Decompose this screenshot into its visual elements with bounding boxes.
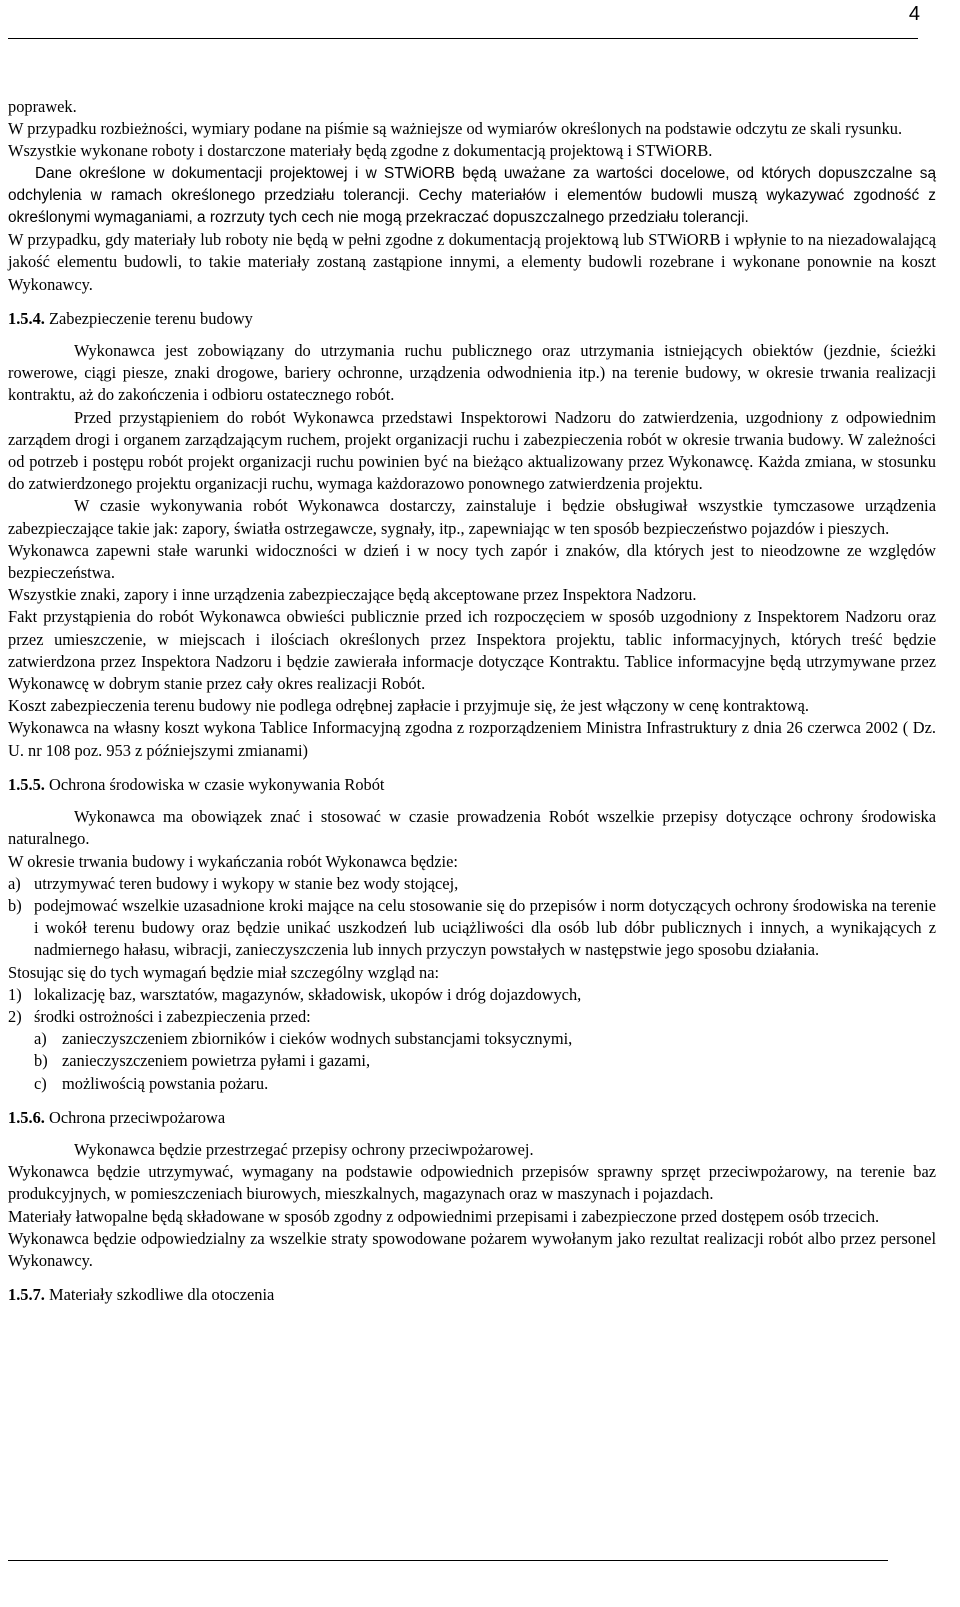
section-number: 1.5.4. [8, 308, 45, 328]
paragraph: W przypadku, gdy materiały lub roboty nie będą w pełni zgodne z dokumentacją projektową lub STWiORB i wpłynie to na niezadowalającą jakość elementu budowli, to takie materiały zostaną zastąpione innymi, a elementy budowli rozebrane i wykonane ponownie na koszt Wykonawcy. [8, 230, 936, 294]
paragraph: Wszystkie wykonane roboty i dostarczone materiały będą zgodne z dokumentacją projektową i STWiORB. [8, 141, 713, 161]
paragraph: Wykonawca ma obowiązek znać i stosować w czasie prowadzenia Robót wszelkie przepisy dotyczące ochrony środowiska naturalnego. [8, 807, 936, 849]
section-title: Zabezpieczenie terenu budowy [49, 308, 253, 328]
section-heading-154 [8, 308, 936, 330]
page-number: 4 [908, 3, 920, 25]
section-number: 1.5.5. [8, 774, 45, 794]
list-marker: a) [8, 873, 21, 893]
paragraph: W czasie wykonywania robót Wykonawca dostarczy, zainstaluje i będzie obsługiwał wszystkie tymczasowe urządzenia zabezpieczające takie jak: zapory, światła ostrzegawcze, sygnały, itp., zapewniając w ten sposób bezpieczeństwo pojazdów i pieszych. [8, 496, 936, 538]
section-heading-155 [8, 774, 936, 796]
list-item-text: lokalizację baz, warsztatów, magazynów, składowisk, ukopów i dróg dojazdowych, [34, 984, 582, 1004]
list-marker: b) [34, 1051, 48, 1071]
sublist-item [8, 1050, 936, 1072]
section-number: 1.5.7. [8, 1285, 45, 1305]
paragraph: Materiały łatwopalne będą składowane w sposób zgodny z odpowiednimi przepisami i zabezpieczone przed dostępem osób trzecich. [8, 1206, 880, 1226]
paragraph: Stosując się do tych wymagań będzie miał szczególny wzgląd na: [8, 962, 440, 982]
sublist-item [8, 1028, 936, 1050]
paragraph: Wykonawca na własny koszt wykona Tablice Informacyjną zgodna z rozporządzeniem Ministra Infrastruktury z dnia 26 czerwca 2002 ( Dz. U. nr 108 poz. 953 z późniejszymi zmianami) [8, 718, 936, 760]
paragraph: W okresie trwania budowy i wykańczania robót Wykonawca będzie: [8, 851, 458, 871]
section-title: Ochrona przeciwpożarowa [49, 1107, 226, 1127]
section-heading-157 [8, 1284, 936, 1306]
paragraph: Wykonawca będzie utrzymywać, wymagany na podstawie odpowiednich przepisów sprawny sprzęt przeciwpożarowy, na terenie baz produkcyjnych, w pomieszczeniach biurowych, mieszkalnych, magazynach oraz w maszynach i pojazdach. [8, 1162, 936, 1204]
list-item-text: zanieczyszczeniem powietrza pyłami i gazami, [62, 1051, 371, 1071]
paragraph: poprawek. [8, 97, 77, 116]
list-item [8, 895, 936, 962]
list-item-text: podejmować wszelkie uzasadnione kroki mające na celu stosowanie się do przepisów i norm dotyczących ochrony środowiska na terenie i wokół terenu budowy oraz będzie unikać uszkodzeń lub uciążliwości dla osób lub dóbr publicznych i innych, a wynikających z nadmiernego hałasu, wibracji, zanieczyszczenia lub innych przyczyn powstałych w następstwie jego sposobu działania. [34, 895, 936, 960]
list [8, 873, 936, 962]
document-body [8, 96, 936, 1316]
list-marker: c) [34, 1073, 47, 1093]
list-item-text: utrzymywać teren budowy i wykopy w stanie bez wody stojącej, [34, 873, 459, 893]
paragraph: Wykonawca będzie przestrzegać przepisy ochrony przeciwpożarowej. [74, 1139, 534, 1159]
list-item-text: środki ostrożności i zabezpieczenia przed: [34, 1006, 311, 1026]
paragraph: Koszt zabezpieczenia terenu budowy nie podlega odrębnej zapłacie i przyjmuje się, że jest włączony w cenę kontraktową. [8, 696, 809, 716]
section-title: Materiały szkodliwe dla otoczenia [49, 1285, 275, 1305]
paragraph: Wszystkie znaki, zapory i inne urządzenia zabezpieczające będą akceptowane przez Inspektora Nadzoru. [8, 585, 697, 605]
list-item [8, 873, 936, 895]
list-item [8, 984, 936, 1006]
paragraph: Wykonawca jest zobowiązany do utrzymania ruchu publicznego oraz utrzymania istniejących obiektów (jezdnie, ścieżki rowerowe, ciągi piesze, znaki drogowe, bariery ochronne, urządzenia odwodnienia itp.) na terenie budowy, w okresie trwania realizacji kontraktu, aż do zakończenia i odbioru ostatecznego robót. [8, 341, 936, 405]
section-number: 1.5.6. [8, 1107, 45, 1127]
section-title: Ochrona środowiska w czasie wykonywania Robót [49, 774, 385, 794]
list-marker: b) [8, 895, 22, 915]
list-item-text: możliwością powstania pożaru. [62, 1073, 269, 1093]
section-heading-156 [8, 1107, 936, 1129]
list-item-text: zanieczyszczeniem zbiorników i cieków wodnych substancjami toksycznymi, [62, 1029, 573, 1049]
sublist-item [8, 1073, 936, 1095]
paragraph: Wykonawca zapewni stałe warunki widoczności w dzień i w nocy tych zapór i znaków, dla których jest to nieodzowne ze względów bezpieczeństwa. [8, 540, 936, 583]
paragraph: Wykonawca będzie odpowiedzialny za wszelkie straty spowodowane pożarem wywołanym jako rezultat realizacji robót albo przez personel Wykonawcy. [8, 1228, 936, 1270]
list-marker: a) [34, 1029, 47, 1049]
sublist [8, 1028, 936, 1095]
list-item [8, 1006, 936, 1028]
footer-rule [8, 1560, 888, 1561]
list-marker: 1) [8, 984, 22, 1004]
header-rule [8, 38, 918, 39]
list [8, 984, 936, 1028]
paragraph: W przypadku rozbieżności, wymiary podane na piśmie są ważniejsze od wymiarów określonych na podstawie odczytu ze skali rysunku. [8, 119, 903, 139]
list-marker: 2) [8, 1006, 22, 1026]
paragraph: Fakt przystąpienia do robót Wykonawca obwieści publicznie przed ich rozpoczęciem w sposób uzgodniony z Inspektorem Nadzoru oraz przez umieszczenie, w miejscach i ilościach określonych przez Inspektora projektu, tablic informacyjnych, których treść będzie zatwierdzona przez Inspektora Nadzoru i będzie zawierała informacje dotyczące Kontraktu. Tablice informacyjne będą utrzymywane przez Wykonawcę w dobrym stanie przez cały okres realizacji Robót. [8, 607, 936, 694]
paragraph: Dane określone w dokumentacji projektowej i w STWiORB będą uważane za wartości docelowe, od których dopuszczalne są odchylenia w ramach określonego przedziału tolerancji. Cechy materiałów i elementów budowli muszą wykazywać zgodność z określonymi wymaganiami, a rozrzuty tych cech nie mogą przekraczać dopuszczalnego przedziału tolerancji. [8, 164, 936, 227]
paragraph: Przed przystąpieniem do robót Wykonawca przedstawi Inspektorowi Nadzoru do zatwierdzenia, uzgodniony z odpowiednim zarządem drogi i organem zarządzającym ruchem, projekt organizacji ruchu i zabezpieczenia robót w okresie trwania budowy. W zależności od potrzeb i postępu robót projekt organizacji ruchu powinien być na bieżąco aktualizowany przez Wykonawcę. Każda zmiana, w stosunku do zatwierdzonego projektu organizacji ruchu, wymaga każdorazowo ponownego zatwierdzenia projektu. [8, 407, 936, 494]
